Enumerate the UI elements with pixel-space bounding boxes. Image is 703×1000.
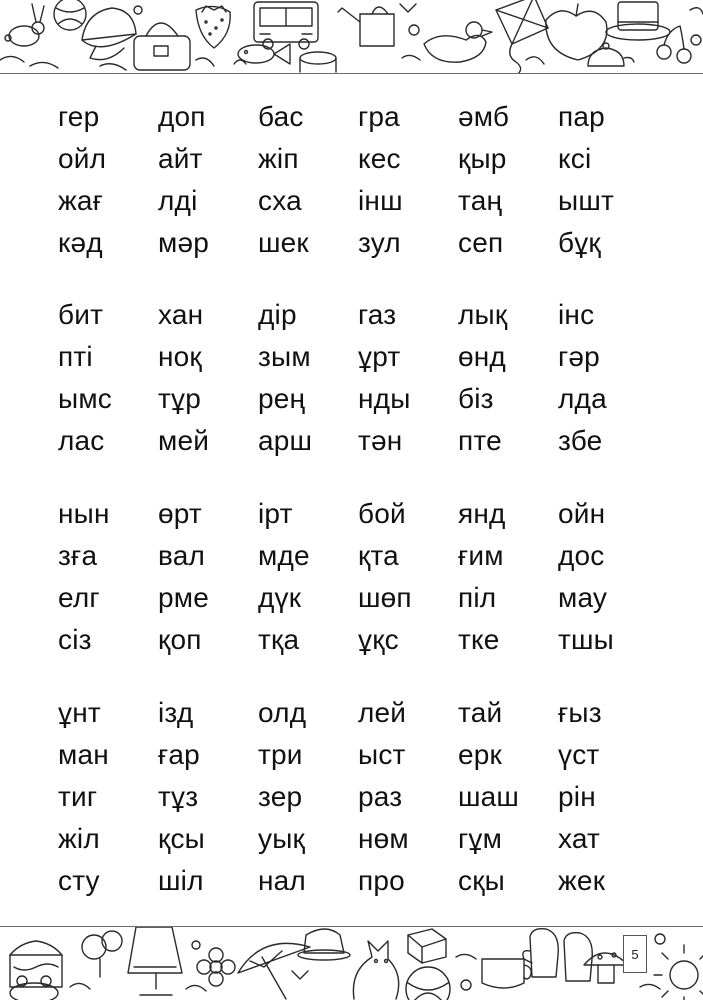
syllable: рме bbox=[158, 582, 209, 613]
syllable-row bbox=[58, 378, 658, 420]
syllable: жіл bbox=[58, 823, 100, 854]
syllable: тай bbox=[458, 697, 503, 728]
syllable: зым bbox=[258, 341, 311, 372]
syllable: ксі bbox=[558, 143, 592, 174]
syllable: ұрт bbox=[358, 341, 401, 372]
syllable: пар bbox=[558, 101, 605, 132]
cup-icon bbox=[482, 959, 531, 988]
syllable: ойн bbox=[558, 498, 606, 529]
syllable: олд bbox=[258, 697, 307, 728]
bus-icon bbox=[254, 2, 318, 49]
syllable: өрт bbox=[158, 498, 202, 529]
syllable: пте bbox=[458, 425, 502, 456]
syllable-row bbox=[58, 776, 658, 818]
box-icon bbox=[408, 929, 446, 963]
syllable-row bbox=[58, 222, 658, 264]
syllable: ышт bbox=[558, 185, 615, 216]
syllable: кәд bbox=[58, 227, 103, 258]
syllable: тшы bbox=[558, 624, 615, 655]
umbrella-icon bbox=[238, 943, 310, 999]
syllable-row bbox=[58, 860, 658, 902]
syllable: мау bbox=[558, 582, 608, 613]
syllable-row bbox=[58, 577, 658, 619]
syllable: жіп bbox=[258, 143, 299, 174]
cap-icon bbox=[82, 8, 136, 60]
apple-icon bbox=[546, 4, 607, 60]
mitten-icon bbox=[523, 929, 592, 981]
syllable: нөм bbox=[358, 823, 409, 854]
syllable-block-2 bbox=[58, 294, 658, 462]
syllable-row bbox=[58, 535, 658, 577]
syllable: қыр bbox=[458, 143, 507, 174]
syllable: ғар bbox=[158, 739, 200, 770]
watering-can-icon bbox=[338, 7, 394, 46]
syllable-row bbox=[58, 734, 658, 776]
kite-icon bbox=[496, 0, 548, 74]
syllable: таң bbox=[458, 185, 503, 216]
syllable: лық bbox=[458, 299, 508, 330]
syllable: гұм bbox=[458, 823, 503, 854]
strawberry-icon bbox=[196, 6, 230, 48]
syllable-row bbox=[58, 420, 658, 462]
top-frame-line bbox=[0, 73, 703, 74]
syllable-block-3 bbox=[58, 493, 658, 661]
drum-icon bbox=[300, 52, 336, 72]
syllable: рін bbox=[558, 781, 596, 812]
syllable-row bbox=[58, 294, 658, 336]
cat-icon bbox=[353, 941, 398, 999]
syllable: ұқс bbox=[358, 624, 399, 655]
syllable: ізд bbox=[158, 697, 194, 728]
syllable: доп bbox=[158, 101, 206, 132]
syllable: қоп bbox=[158, 624, 202, 655]
syllable-row bbox=[58, 619, 658, 661]
ball-icon bbox=[54, 0, 86, 30]
cake-icon bbox=[10, 941, 62, 987]
syllable: сқы bbox=[458, 865, 505, 896]
syllable-block-1 bbox=[58, 96, 658, 264]
syllable: лей bbox=[358, 697, 407, 728]
syllable: қта bbox=[358, 540, 399, 571]
syllable: ыст bbox=[358, 739, 406, 770]
syllable: сту bbox=[58, 865, 100, 896]
syllable: гра bbox=[358, 101, 400, 132]
syllable: уық bbox=[258, 823, 305, 854]
syllable: тиг bbox=[58, 781, 98, 812]
syllable: елг bbox=[58, 582, 100, 613]
sun-icon bbox=[654, 945, 703, 1000]
syllable: сіз bbox=[58, 624, 92, 655]
syllable: лас bbox=[58, 425, 105, 456]
syllable-block-4 bbox=[58, 692, 658, 902]
tree-icon bbox=[82, 931, 122, 977]
flower-icon bbox=[197, 948, 235, 986]
syllable: збе bbox=[558, 425, 603, 456]
syllable: ерк bbox=[458, 739, 502, 770]
page-number: 5 bbox=[623, 935, 647, 973]
syllable: вал bbox=[158, 540, 206, 571]
syllable: сеп bbox=[458, 227, 504, 258]
syllable: тұр bbox=[158, 383, 201, 414]
syllable: бас bbox=[258, 101, 304, 132]
syllable: қсы bbox=[158, 823, 205, 854]
syllable: тұз bbox=[158, 781, 199, 812]
syllable: кес bbox=[358, 143, 401, 174]
syllable: мей bbox=[158, 425, 210, 456]
syllable: гәр bbox=[558, 341, 600, 372]
syllable: нын bbox=[58, 498, 110, 529]
syllable: ұнт bbox=[58, 697, 101, 728]
syllable: бит bbox=[58, 299, 104, 330]
syllable: раз bbox=[358, 781, 403, 812]
syllable: ғыз bbox=[558, 697, 602, 728]
syllable: тән bbox=[358, 425, 403, 456]
syllable: нды bbox=[358, 383, 411, 414]
syllable: піл bbox=[458, 582, 497, 613]
syllable: про bbox=[358, 865, 405, 896]
syllable: ман bbox=[58, 739, 109, 770]
rabbit-icon bbox=[5, 4, 44, 46]
syllable: ғим bbox=[458, 540, 504, 571]
syllable: шіл bbox=[158, 865, 204, 896]
syllable: нал bbox=[258, 865, 306, 896]
syllable: рең bbox=[258, 383, 306, 414]
syllable: ойл bbox=[58, 143, 107, 174]
syllable: янд bbox=[458, 498, 506, 529]
syllable: три bbox=[258, 739, 303, 770]
syllable: зға bbox=[58, 540, 98, 571]
syllable: зул bbox=[358, 227, 401, 258]
syllable-row bbox=[58, 692, 658, 734]
syllable: хат bbox=[558, 823, 601, 854]
syllable-row bbox=[58, 336, 658, 378]
duck-icon bbox=[424, 22, 492, 62]
syllable: ноқ bbox=[158, 341, 202, 372]
syllable: жағ bbox=[58, 185, 104, 216]
hat-icon bbox=[606, 2, 670, 40]
syllable: інш bbox=[358, 185, 403, 216]
syllable: хан bbox=[158, 299, 204, 330]
syllable-row bbox=[58, 493, 658, 535]
syllable: газ bbox=[358, 299, 397, 330]
syllable: лда bbox=[558, 383, 607, 414]
ball-icon bbox=[406, 967, 450, 1000]
syllable: шек bbox=[258, 227, 309, 258]
syllable: өнд bbox=[458, 341, 506, 372]
syllable: дос bbox=[558, 540, 605, 571]
syllable: әмб bbox=[458, 101, 510, 132]
syllable: бұқ bbox=[558, 227, 601, 258]
handbag-icon bbox=[134, 23, 190, 70]
bottom-decorative-band bbox=[0, 927, 703, 1000]
syllable-row bbox=[58, 96, 658, 138]
teapot-icon bbox=[588, 43, 634, 66]
syllable: лді bbox=[158, 185, 198, 216]
syllable: мәр bbox=[158, 227, 209, 258]
lamp-icon bbox=[128, 927, 182, 995]
top-decorative-band bbox=[0, 0, 703, 74]
syllable: тке bbox=[458, 624, 500, 655]
syllable-row bbox=[58, 818, 658, 860]
syllable: інс bbox=[558, 299, 595, 330]
syllable: біз bbox=[458, 383, 494, 414]
syllable: ірт bbox=[258, 498, 293, 529]
syllable: гер bbox=[58, 101, 100, 132]
hat-icon bbox=[298, 929, 350, 960]
syllable: пті bbox=[58, 341, 93, 372]
syllable: шөп bbox=[358, 582, 412, 613]
syllable: шаш bbox=[458, 781, 520, 812]
syllable: үст bbox=[558, 739, 600, 770]
syllable: тқа bbox=[258, 624, 300, 655]
syllable: сха bbox=[258, 185, 302, 216]
syllable: дүк bbox=[258, 582, 302, 613]
syllable: ымс bbox=[58, 383, 112, 414]
syllable: айт bbox=[158, 143, 203, 174]
syllable: мде bbox=[258, 540, 310, 571]
cherry-icon bbox=[657, 26, 691, 63]
syllable: арш bbox=[258, 425, 313, 456]
syllable: жек bbox=[558, 865, 606, 896]
syllable: зер bbox=[258, 781, 303, 812]
syllable: бой bbox=[358, 498, 406, 529]
syllable-row bbox=[58, 180, 658, 222]
doodle-fillers bbox=[70, 934, 665, 991]
syllable: дір bbox=[258, 299, 297, 330]
frog-icon bbox=[10, 976, 58, 1000]
syllable-row bbox=[58, 138, 658, 180]
